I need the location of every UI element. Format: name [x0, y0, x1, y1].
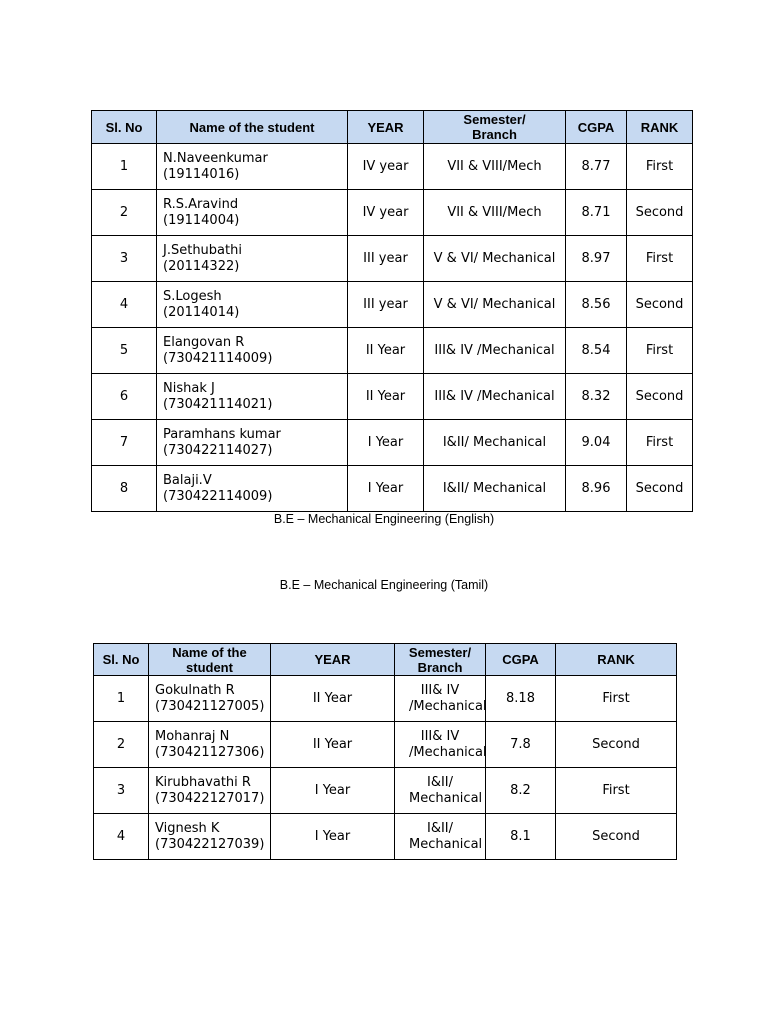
year-cell: II Year: [348, 374, 424, 420]
year-cell: I Year: [348, 420, 424, 466]
student-register-number: (730422114027): [163, 442, 273, 458]
semester-branch-cell: I&II/ Mechanical: [395, 768, 486, 814]
results-table-tamil: [93, 643, 677, 860]
sl-no-cell: 4: [94, 814, 149, 860]
rank-cell: First: [627, 420, 693, 466]
table-row: [92, 236, 693, 282]
student-register-number: (730422114009): [163, 488, 273, 504]
cgpa-cell: 9.04: [566, 420, 627, 466]
sl-no-cell: 1: [94, 676, 149, 722]
sl-no-cell: 2: [92, 190, 157, 236]
student-register-number: (20114322): [163, 258, 240, 274]
table-row: [94, 722, 677, 768]
rank-cell: First: [556, 676, 677, 722]
year-cell: II Year: [271, 722, 395, 768]
table-header-row: [94, 644, 677, 676]
semester-branch-cell: V & VI/ Mechanical: [424, 236, 566, 282]
student-name: J.Sethubathi: [163, 242, 242, 258]
header-year: YEAR: [271, 644, 395, 676]
header-year: YEAR: [348, 111, 424, 144]
year-cell: III year: [348, 282, 424, 328]
student-name: Paramhans kumar: [163, 426, 281, 442]
rank-cell: Second: [627, 466, 693, 512]
year-cell: I Year: [271, 814, 395, 860]
table-row: [92, 466, 693, 512]
rank-cell: First: [556, 768, 677, 814]
student-name-cell: [157, 236, 348, 282]
semester-branch-cell: III& IV /Mechanical: [424, 328, 566, 374]
rank-cell: Second: [627, 282, 693, 328]
student-register-number: (730421114021): [163, 396, 273, 412]
cgpa-cell: 8.71: [566, 190, 627, 236]
header-rank: RANK: [627, 111, 693, 144]
student-name-cell: [157, 466, 348, 512]
sl-no-cell: 6: [92, 374, 157, 420]
header-cgpa: CGPA: [566, 111, 627, 144]
year-cell: III year: [348, 236, 424, 282]
student-name-cell: [157, 374, 348, 420]
student-name-cell: [149, 814, 271, 860]
cgpa-cell: 8.1: [486, 814, 556, 860]
rank-cell: First: [627, 328, 693, 374]
student-name: Elangovan R: [163, 334, 245, 350]
student-name: Mohanraj N: [155, 728, 230, 744]
semester-branch-cell: III& IV /Mechanical: [424, 374, 566, 420]
header-sl-no: Sl. No: [94, 644, 149, 676]
header-sl-no: Sl. No: [92, 111, 157, 144]
student-name-cell: [157, 144, 348, 190]
sl-no-cell: 3: [94, 768, 149, 814]
rank-cell: Second: [627, 374, 693, 420]
cgpa-cell: 8.96: [566, 466, 627, 512]
table-row: [94, 768, 677, 814]
header-cgpa: CGPA: [486, 644, 556, 676]
header-semester-branch: Semester/ Branch: [395, 644, 486, 676]
student-name: Kirubhavathi R: [155, 774, 251, 790]
cgpa-cell: 8.18: [486, 676, 556, 722]
header-rank: RANK: [556, 644, 677, 676]
student-name-cell: [157, 328, 348, 374]
year-cell: I Year: [271, 768, 395, 814]
caption-tamil: B.E – Mechanical Engineering (Tamil): [279, 578, 489, 592]
cgpa-cell: 8.32: [566, 374, 627, 420]
student-name: Gokulnath R: [155, 682, 235, 698]
student-name: Balaji.V: [163, 472, 212, 488]
rank-cell: Second: [627, 190, 693, 236]
sl-no-cell: 4: [92, 282, 157, 328]
sl-no-cell: 5: [92, 328, 157, 374]
student-register-number: (19114016): [163, 166, 240, 182]
year-cell: IV year: [348, 144, 424, 190]
table-header-row: [92, 111, 693, 144]
student-name-cell: [157, 190, 348, 236]
student-name-cell: [149, 676, 271, 722]
caption-english: B.E – Mechanical Engineering (English): [273, 512, 495, 526]
rank-cell: First: [627, 236, 693, 282]
student-name: Nishak J: [163, 380, 215, 396]
semester-branch-cell: III& IV /Mechanical: [395, 722, 486, 768]
rank-cell: Second: [556, 814, 677, 860]
student-name-cell: [157, 420, 348, 466]
student-register-number: (730422127039): [155, 836, 265, 852]
student-register-number: (730421127005): [155, 698, 265, 714]
table-row: [92, 374, 693, 420]
sl-no-cell: 7: [92, 420, 157, 466]
year-cell: I Year: [348, 466, 424, 512]
sl-no-cell: 2: [94, 722, 149, 768]
year-cell: II Year: [271, 676, 395, 722]
cgpa-cell: 8.56: [566, 282, 627, 328]
cgpa-cell: 8.54: [566, 328, 627, 374]
student-name-cell: [149, 768, 271, 814]
table-row: [92, 282, 693, 328]
year-cell: IV year: [348, 190, 424, 236]
student-register-number: (730421127306): [155, 744, 265, 760]
results-table-english: [91, 110, 693, 512]
semester-branch-cell: I&II/ Mechanical: [395, 814, 486, 860]
header-semester-branch: Semester/ Branch: [424, 111, 566, 144]
table-row: [94, 676, 677, 722]
cgpa-cell: 8.77: [566, 144, 627, 190]
student-register-number: (730421114009): [163, 350, 273, 366]
sl-no-cell: 1: [92, 144, 157, 190]
sl-no-cell: 8: [92, 466, 157, 512]
semester-branch-cell: III& IV /Mechanical: [395, 676, 486, 722]
student-name: R.S.Aravind: [163, 196, 239, 212]
rank-cell: Second: [556, 722, 677, 768]
semester-branch-cell: I&II/ Mechanical: [424, 420, 566, 466]
student-name: S.Logesh: [163, 288, 222, 304]
header-student-name: Name of the student: [149, 644, 271, 676]
table-row: [94, 814, 677, 860]
student-name-cell: [149, 722, 271, 768]
student-name: N.Naveenkumar: [163, 150, 268, 166]
table-row: [92, 190, 693, 236]
table-row: [92, 328, 693, 374]
student-name-cell: [157, 282, 348, 328]
student-register-number: (19114004): [163, 212, 240, 228]
table-row: [92, 144, 693, 190]
year-cell: II Year: [348, 328, 424, 374]
table-row: [92, 420, 693, 466]
semester-branch-cell: VII & VIII/Mech: [424, 144, 566, 190]
sl-no-cell: 3: [92, 236, 157, 282]
cgpa-cell: 7.8: [486, 722, 556, 768]
student-register-number: (20114014): [163, 304, 240, 320]
semester-branch-cell: V & VI/ Mechanical: [424, 282, 566, 328]
semester-branch-cell: I&II/ Mechanical: [424, 466, 566, 512]
header-student-name: Name of the student: [157, 111, 348, 144]
student-register-number: (730422127017): [155, 790, 265, 806]
cgpa-cell: 8.2: [486, 768, 556, 814]
student-name: Vignesh K: [155, 820, 220, 836]
semester-branch-cell: VII & VIII/Mech: [424, 190, 566, 236]
cgpa-cell: 8.97: [566, 236, 627, 282]
rank-cell: First: [627, 144, 693, 190]
